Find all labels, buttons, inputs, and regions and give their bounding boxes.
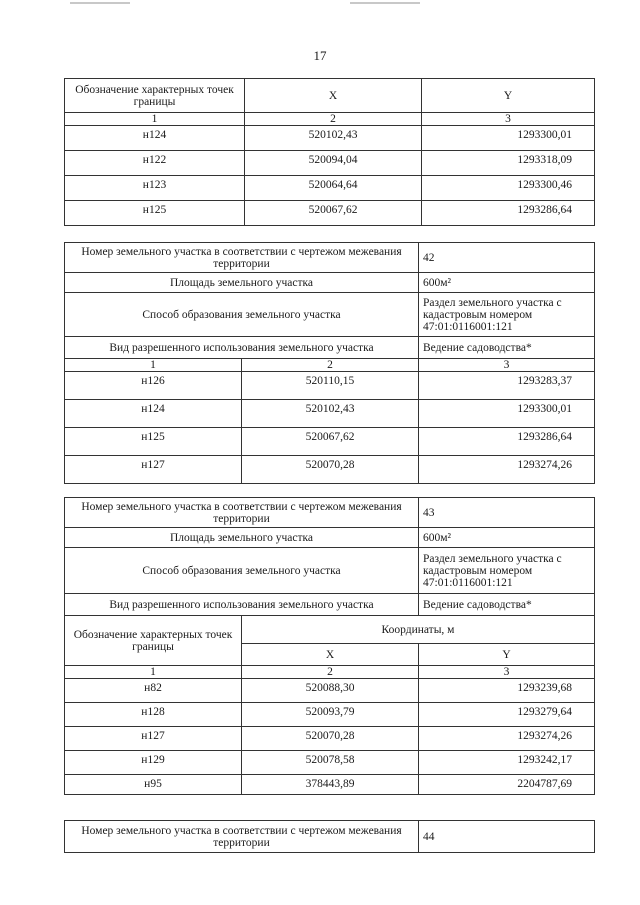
x-cell: 520070,28 [242,727,419,751]
header-x: X [245,79,422,113]
header-y: Y [422,79,595,113]
permitted-use-value: Ведение садоводства* [419,594,595,616]
point-cell: н125 [65,428,242,456]
table-row [65,775,595,795]
permitted-use-label: Вид разрешенного использования земельного участка [65,337,419,359]
header-x: X [242,644,419,666]
y-cell: 1293274,26 [419,727,595,751]
y-cell: 1293318,09 [422,151,595,176]
x-cell: 520070,28 [242,456,419,484]
y-cell: 1293300,01 [419,400,595,428]
point-cell: н123 [65,176,245,201]
y-cell: 2204787,69 [419,775,595,795]
y-cell: 1293242,17 [419,751,595,775]
table-row [65,372,595,400]
parcel-number-value: 43 [419,498,595,528]
y-cell: 1293239,68 [419,679,595,703]
column-index: 1 [65,359,242,372]
x-cell: 520078,58 [242,751,419,775]
table-row [65,151,595,176]
permitted-use-label: Вид разрешенного использования земельного участка [65,594,419,616]
parcel-area-label: Площадь земельного участка [65,273,419,293]
point-cell: н127 [65,456,242,484]
table-row [65,703,595,727]
table-row [65,727,595,751]
parcel-number-label: Номер земельного участка в соответствии с чертежом межевания территории [65,821,419,853]
point-cell: н122 [65,151,245,176]
x-cell: 520094,04 [245,151,422,176]
y-cell: 1293283,37 [419,372,595,400]
parcel-number-label: Номер земельного участка в соответствии с чертежом межевания территории [65,498,419,528]
y-cell: 1293300,01 [422,126,595,151]
y-cell: 1293286,64 [422,201,595,226]
permitted-use-value: Ведение садоводства* [419,337,595,359]
x-cell: 520093,79 [242,703,419,727]
x-cell: 520102,43 [242,400,419,428]
table-row [65,428,595,456]
parcel-number-label: Номер земельного участка в соответствии с чертежом межевания территории [65,243,419,273]
scan-edge-mark [350,2,420,4]
table-row [65,679,595,703]
parcel-44-table [64,820,595,853]
formation-method-label: Способ образования земельного участка [65,548,419,594]
column-index: 2 [245,113,422,126]
table-row [65,201,595,226]
point-cell: н95 [65,775,242,795]
point-cell: н124 [65,126,245,151]
column-index: 1 [65,113,245,126]
table-row [65,400,595,428]
column-index: 3 [422,113,595,126]
table-row [65,126,595,151]
y-cell: 1293286,64 [419,428,595,456]
x-cell: 520067,62 [242,428,419,456]
header-coordinates: Координаты, м [242,616,595,644]
point-cell: н124 [65,400,242,428]
formation-method-label: Способ образования земельного участка [65,293,419,337]
y-cell: 1293300,46 [422,176,595,201]
y-cell: 1293274,26 [419,456,595,484]
x-cell: 520110,15 [242,372,419,400]
y-cell: 1293279,64 [419,703,595,727]
point-cell: н125 [65,201,245,226]
formation-method-value: Раздел земельного участка с кадастровым номером 47:01:0116001:121 [419,548,595,594]
parcel-42-table [64,242,595,484]
table-row [65,176,595,201]
parcel-number-value: 42 [419,243,595,273]
column-index: 2 [242,666,419,679]
parcel-area-value: 600м² [419,273,595,293]
parcel-area-value: 600м² [419,528,595,548]
formation-method-value: Раздел земельного участка с кадастровым номером 47:01:0116001:121 [419,293,595,337]
x-cell: 520067,62 [245,201,422,226]
header-y: Y [419,644,595,666]
coordinates-table-continued [64,78,595,226]
column-index: 2 [242,359,419,372]
parcel-number-value: 44 [419,821,595,853]
header-designation: Обозначение характерных точек границы [65,79,245,113]
column-index: 3 [419,666,595,679]
table-row [65,751,595,775]
page-number: 17 [313,48,327,63]
table-row [65,456,595,484]
point-cell: н129 [65,751,242,775]
parcel-area-label: Площадь земельного участка [65,528,419,548]
point-cell: н128 [65,703,242,727]
point-cell: н82 [65,679,242,703]
column-index: 3 [419,359,595,372]
scan-edge-mark [70,2,130,4]
column-index: 1 [65,666,242,679]
x-cell: 520102,43 [245,126,422,151]
x-cell: 378443,89 [242,775,419,795]
parcel-43-table [64,497,595,795]
point-cell: н127 [65,727,242,751]
x-cell: 520088,30 [242,679,419,703]
point-cell: н126 [65,372,242,400]
x-cell: 520064,64 [245,176,422,201]
header-designation: Обозначение характерных точек границы [65,616,242,666]
